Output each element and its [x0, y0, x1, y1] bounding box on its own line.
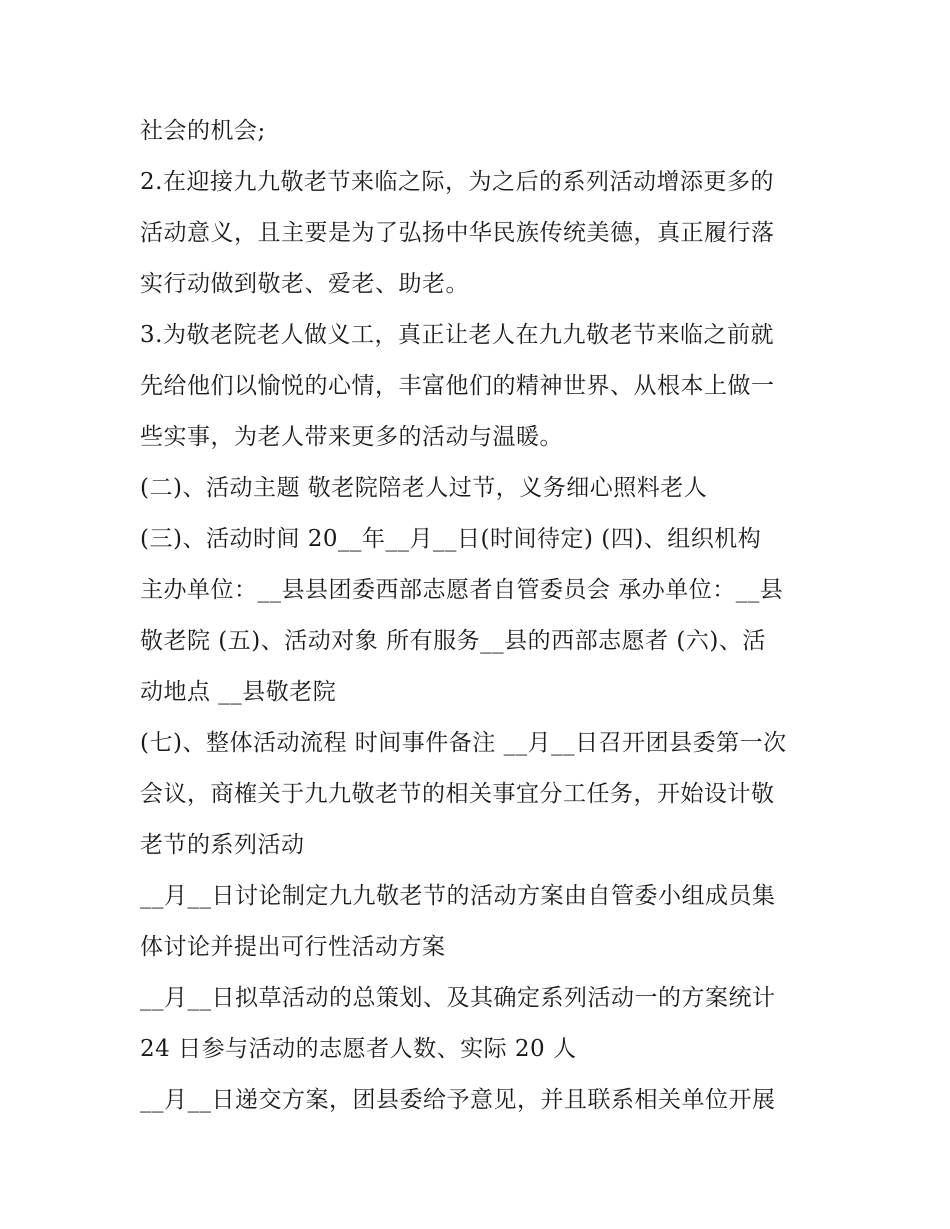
text-line: 些实事，为老人带来更多的活动与温暖。: [140, 424, 563, 450]
text-line: 动地点 __县敬老院: [140, 679, 337, 705]
text-line: (二)、活动主题 敬老院陪老人过节，义务细心照料老人: [140, 475, 708, 501]
text-line: 活动意义，且主要是为了弘扬中华民族传统美德，真正履行落: [140, 220, 775, 246]
text-line: 体讨论并提出可行性活动方案: [140, 934, 446, 960]
text-line: 敬老院 (五)、活动对象 所有服务__县的西部志愿者 (六)、活: [140, 628, 766, 654]
text-line: 24 日参与活动的志愿者人数、实际 20 人: [140, 1036, 577, 1062]
text-line: 主办单位：__县县团委西部志愿者自管委员会 承办单位：__县: [140, 577, 784, 603]
text-line: (三)、活动时间 20__年__月__日(时间待定) (四)、组织机构: [140, 526, 762, 552]
text-line: 老节的系列活动: [140, 832, 305, 858]
document-body: [140, 106, 820, 1126]
text-line: (七)、整体活动流程 时间事件备注 __月__日召开团县委第一次: [140, 730, 787, 756]
text-line: __月__日递交方案，团县委给予意见，并且联系相关单位开展: [140, 1087, 776, 1113]
text-line: 实行动做到敬老、爱老、助老。: [140, 271, 469, 297]
text-line: 会议，商榷关于九九敬老节的相关事宜分工任务，开始设计敬: [140, 781, 775, 807]
text-line: __月__日讨论制定九九敬老节的活动方案由自管委小组成员集: [140, 883, 776, 909]
text-line: 社会的机会;: [140, 118, 266, 144]
text-line: 先给他们以愉悦的心情，丰富他们的精神世界、从根本上做一: [140, 373, 775, 399]
text-line: 2.在迎接九九敬老节来临之际，为之后的系列活动增添更多的: [140, 169, 774, 195]
text-line: __月__日拟草活动的总策划、及其确定系列活动一的方案统计: [140, 985, 776, 1011]
text-line: 3.为敬老院老人做义工，真正让老人在九九敬老节来临之前就: [140, 322, 774, 348]
